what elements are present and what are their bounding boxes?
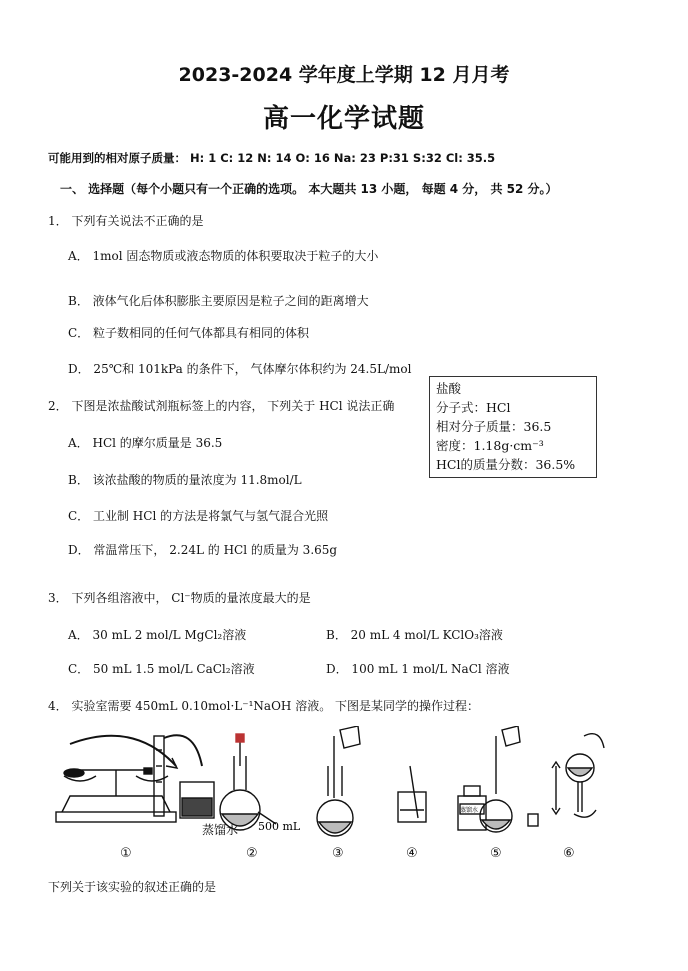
stirring-beaker-icon	[398, 766, 426, 822]
subject-title: 高一化学试题	[262, 104, 425, 134]
q4-stem: 4． 实验室需要 450mL 0.10mol·L⁻¹NaOH 溶液。 下图是某同学的操作过程：	[48, 699, 480, 713]
flask-volume-label: 500 mL	[258, 820, 301, 833]
atomic-masses: 可能用到的相对原子质量： H: 1 C: 12 N: 14 O: 16 Na: 23 P:31 S:32 Cl: 35.5	[48, 151, 496, 165]
step-5: ⑤	[490, 846, 502, 861]
wash-bottle-label: 蒸馏水	[460, 807, 479, 814]
label-formula: 分子式：HCl	[436, 400, 511, 415]
q2-option-d: D． 常温常压下， 2.24L 的 HCl 的质量为 3.65g	[68, 543, 338, 557]
exam-title: 2023-2024 学年度上学期 12 月月考	[178, 64, 510, 86]
step-4: ④	[406, 846, 418, 861]
wash-bottle-icon	[458, 726, 538, 832]
q1-stem: 1． 下列有关说法不正确的是	[48, 214, 204, 228]
q2-option-c: C． 工业制 HCl 的方法是将氯气与氢气混合光照	[68, 509, 329, 523]
apparatus-figure	[44, 726, 614, 844]
q4-follow-up: 下列关于该实验的叙述正确的是	[48, 880, 217, 894]
label-mass-fraction: HCl的质量分数：36.5%	[436, 457, 576, 472]
beaker-icon	[154, 735, 214, 818]
reagent-label	[429, 376, 597, 478]
q3-option-a: A． 30 mL 2 mol/L MgCl₂溶液	[68, 628, 247, 642]
volumetric-flask-icon	[220, 734, 276, 830]
q2-stem: 2． 下图是浓盐酸试剂瓶标签上的内容， 下列关于 HCl 说法正确	[48, 399, 395, 413]
step-6: ⑥	[563, 846, 575, 861]
label-density: 密度：1.18g·cm⁻³	[436, 438, 544, 453]
q1-option-a: A． 1mol 固态物质或液态物质的体积要取决于粒子的大小	[68, 249, 379, 263]
distilled-water-label: 蒸馏水	[202, 823, 239, 837]
q3-stem: 3． 下列各组溶液中， Cl⁻物质的量浓度最大的是	[48, 591, 311, 605]
label-name: 盐酸	[436, 381, 462, 396]
q2-option-a: A． HCl 的摩尔质量是 36.5	[68, 436, 223, 450]
step-2: ②	[246, 846, 258, 861]
balance-icon	[56, 736, 177, 822]
invert-flask-icon	[552, 734, 604, 817]
q1-option-d: D． 25℃和 101kPa 的条件下， 气体摩尔体积约为 24.5L/mol	[68, 362, 412, 376]
q1-option-b: B． 液体气化后体积膨胀主要原因是粒子之间的距离增大	[68, 294, 369, 308]
q1-option-c: C． 粒子数相同的任何气体都具有相同的体积	[68, 326, 309, 340]
q2-option-b: B． 该浓盐酸的物质的量浓度为 11.8mol/L	[68, 473, 302, 487]
label-molar-mass: 相对分子质量：36.5	[436, 419, 552, 434]
step-3: ③	[332, 846, 344, 861]
step-1: ①	[120, 846, 132, 861]
transfer-flask-icon	[317, 726, 360, 836]
q3-option-c: C． 50 mL 1.5 mol/L CaCl₂溶液	[68, 662, 255, 676]
q3-option-d: D． 100 mL 1 mol/L NaCl 溶液	[326, 662, 510, 676]
q3-option-b: B． 20 mL 4 mol/L KClO₃溶液	[326, 628, 503, 642]
section-heading: 一、 选择题（每个小题只有一个正确的选项。 本大题共 13 小题， 每题 4 分， 共 52 分。）	[60, 182, 558, 196]
